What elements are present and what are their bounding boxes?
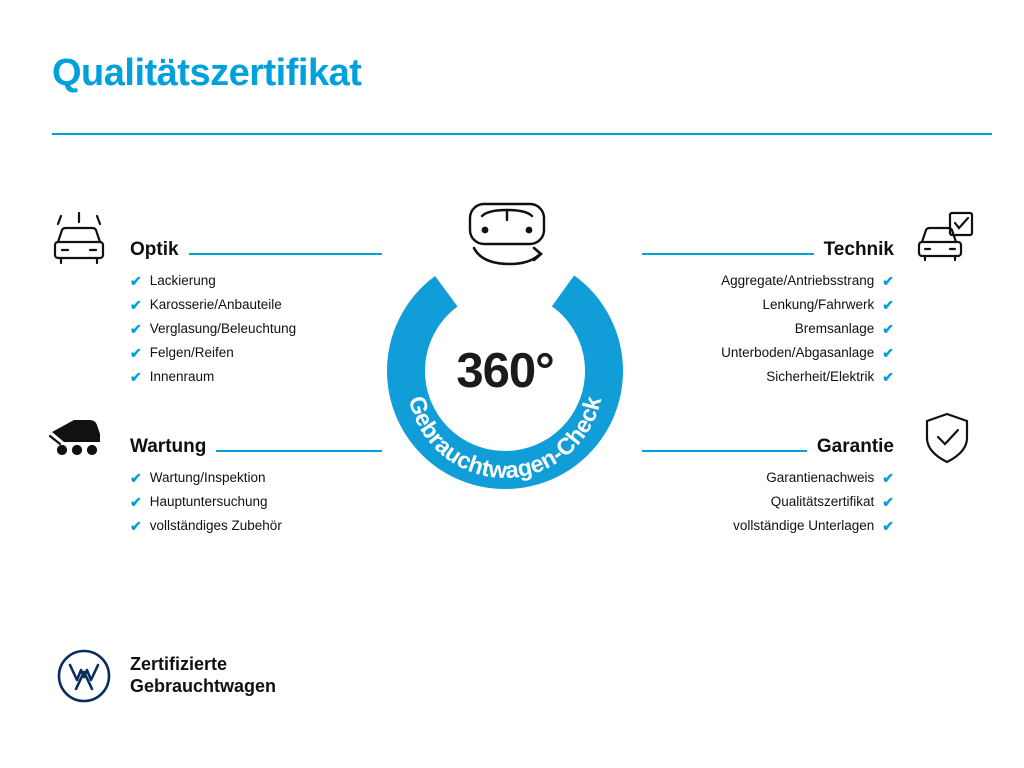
list-item	[130, 273, 382, 288]
list-item-label: Wartung/Inspektion	[149, 470, 266, 485]
section-wartung-list	[130, 470, 382, 533]
check-icon: ✔	[882, 320, 894, 337]
section-optik-list	[130, 273, 382, 384]
page-title: Qualitätszertifikat	[52, 52, 362, 94]
section-optik	[130, 240, 382, 384]
section-garantie	[642, 437, 894, 533]
list-item	[130, 494, 382, 509]
check-icon: ✔	[130, 296, 142, 313]
section-optik-title: Optik	[130, 239, 179, 260]
list-item	[130, 369, 382, 384]
check-icon: ✔	[882, 469, 894, 486]
section-wartung-rule	[216, 450, 382, 452]
check-icon: ✔	[882, 368, 894, 385]
section-technik-list	[642, 273, 894, 384]
footer-text	[130, 654, 276, 698]
list-item	[130, 470, 382, 485]
list-item	[766, 369, 894, 384]
section-technik-title: Technik	[823, 239, 894, 260]
list-item	[771, 494, 894, 509]
check-icon: ✔	[130, 344, 142, 361]
section-wartung-title: Wartung	[130, 436, 207, 457]
check-icon: ✔	[882, 272, 894, 289]
section-garantie-list	[642, 470, 894, 533]
list-item-label: Garantienachweis	[766, 470, 875, 485]
badge-360-check	[380, 198, 644, 488]
section-garantie-header	[642, 437, 894, 456]
list-item-label: vollständiges Zubehör	[149, 518, 282, 533]
section-wartung-header	[130, 437, 382, 456]
section-technik-header	[642, 240, 894, 259]
shield-check-icon	[916, 410, 978, 466]
badge-value: 360°	[456, 344, 554, 398]
vw-logo-icon	[56, 648, 112, 704]
check-icon: ✔	[130, 272, 142, 289]
check-icon: ✔	[882, 517, 894, 534]
list-item	[130, 345, 382, 360]
list-item-label: Qualitätszertifikat	[770, 494, 875, 509]
list-item	[130, 297, 382, 312]
car-front-shine-icon	[48, 212, 110, 268]
check-icon: ✔	[882, 493, 894, 510]
list-item-label: Lenkung/Fahrwerk	[762, 297, 875, 312]
list-item-label: Hauptuntersuchung	[149, 494, 268, 509]
section-optik-header	[130, 240, 382, 259]
section-optik-rule	[189, 253, 382, 255]
list-item	[795, 321, 894, 336]
footer-brand	[56, 648, 276, 704]
car-checklist-icon	[914, 210, 976, 266]
list-item-label: Innenraum	[149, 369, 215, 384]
list-item-label: vollständige Unterlagen	[733, 518, 875, 533]
svg-text:Gebrauchtwagen-Check: Gebrauchtwagen-Check	[403, 393, 607, 484]
title-divider	[52, 133, 992, 135]
list-item	[721, 345, 894, 360]
section-technik	[642, 240, 894, 384]
car-lift-icon	[46, 412, 108, 468]
list-item	[130, 321, 382, 336]
check-icon: ✔	[130, 493, 142, 510]
check-icon: ✔	[130, 368, 142, 385]
list-item	[733, 518, 894, 533]
list-item	[762, 297, 894, 312]
footer-line-1: Zertifizierte	[130, 654, 228, 675]
list-item	[721, 273, 894, 288]
list-item	[766, 470, 894, 485]
list-item	[130, 518, 382, 533]
check-icon: ✔	[130, 517, 142, 534]
list-item-label: Karosserie/Anbauteile	[149, 297, 282, 312]
list-item-label: Verglasung/Beleuchtung	[149, 321, 297, 336]
section-wartung	[130, 437, 382, 533]
list-item-label: Sicherheit/Elektrik	[766, 369, 875, 384]
check-icon: ✔	[882, 344, 894, 361]
section-technik-rule	[642, 253, 814, 255]
list-item-label: Unterboden/Abgasanlage	[721, 345, 875, 360]
list-item-label: Aggregate/Antriebsstrang	[721, 273, 875, 288]
list-item-label: Felgen/Reifen	[149, 345, 234, 360]
section-garantie-title: Garantie	[816, 436, 894, 457]
check-icon: ✔	[130, 469, 142, 486]
check-icon: ✔	[130, 320, 142, 337]
check-icon: ✔	[882, 296, 894, 313]
list-item-label: Lackierung	[149, 273, 216, 288]
list-item-label: Bremsanlage	[794, 321, 875, 336]
footer-line-2: Gebrauchtwagen	[130, 676, 277, 696]
section-garantie-rule	[642, 450, 807, 452]
